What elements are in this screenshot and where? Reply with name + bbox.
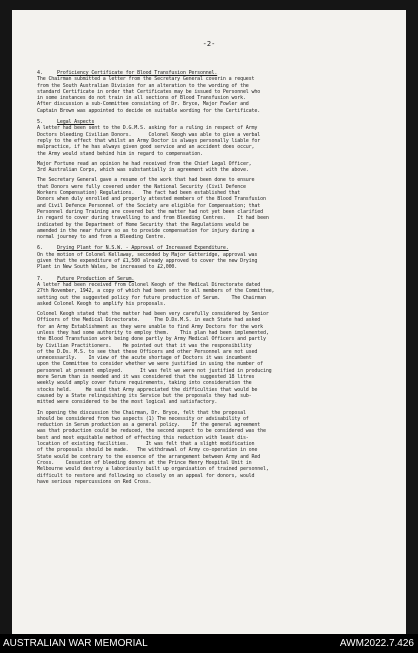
section-title: Drying Plant for N.S.W. - Approval of Increased Expenditure. bbox=[57, 245, 229, 252]
archive-reference: AWM2022.7.426 bbox=[339, 638, 414, 649]
section-2 bbox=[37, 119, 389, 240]
section-title: Proficiency Certificate for Blood Transfusion Personnel. bbox=[57, 70, 218, 76]
document-body bbox=[37, 70, 389, 490]
text-line: State would be contrary to the essence of the arrangement between Army and Red bbox=[37, 453, 261, 460]
text-line: upon the Committee to consider whether we were justified in using the number of bbox=[37, 361, 263, 368]
section-heading bbox=[37, 70, 389, 76]
text-line: and Civil Defence Personnel of the Society are eligible for Compensation; that bbox=[37, 202, 261, 209]
section-title: Legal Aspects bbox=[57, 119, 95, 126]
text-line: in regard to cover during travelling to and from Bleeding Centres. It had been bbox=[37, 215, 269, 222]
text-line: unless they had some authority to employ them. This plan had been implemented, bbox=[37, 329, 269, 336]
paragraph bbox=[37, 76, 389, 114]
text-line: Cross. Cessation of bleeding donors at the Prince Henry Hospital Unit in bbox=[37, 459, 252, 466]
paragraph bbox=[37, 311, 389, 405]
section-heading bbox=[37, 245, 389, 251]
text-line: A letter had been sent to the D.G.M.S. asking for a ruling in respect of Army bbox=[37, 125, 258, 132]
footer-bar bbox=[0, 634, 418, 653]
section-number: 4. bbox=[37, 70, 43, 76]
text-line: amended in the near future so as to provide compensation for injury during a bbox=[37, 227, 255, 234]
text-line: Donors when duly enrolled and properly attested members of the Blood Transfusion bbox=[37, 196, 266, 203]
text-line: 3rd Australian Corps, which was substantially in agreement with the above. bbox=[37, 167, 249, 174]
text-line: mitted were considered to be the most logical and satisfactory. bbox=[37, 399, 218, 406]
text-line: Captain Brown was appointed to decide on suitable wording for the Certificate. bbox=[37, 107, 261, 114]
paragraph bbox=[37, 161, 389, 174]
text-line: of the D.Ds. M.S. to see that these Officers and other Personnel are not used bbox=[37, 348, 258, 355]
text-line: In opening the discussion the Chairman, Dr. Bryce, felt that the proposal bbox=[37, 409, 246, 416]
text-line: given that the expenditure of £1,500 already approved to cover the new Drying bbox=[37, 258, 258, 265]
section-4 bbox=[37, 276, 389, 486]
text-line: the Blood Transfusion work being done partly by Army Medical Officers and partly bbox=[37, 336, 266, 343]
text-line: was that production could be reduced, the second aspect to be considered was the bbox=[37, 428, 266, 435]
section-3 bbox=[37, 245, 389, 270]
text-line: difficult to restore and following so closely on an appeal for donors, would bbox=[37, 472, 255, 479]
text-line: 27th November, 1942, a copy of which had been sent to all members of the Committee, bbox=[37, 288, 275, 295]
archive-name: AUSTRALIAN WAR MEMORIAL bbox=[3, 638, 148, 649]
text-line: reply to the effect that whilst an Army Doctor is always personally liable for bbox=[37, 137, 261, 144]
text-line: normal journey to and from a Bleeding Centre. bbox=[37, 234, 166, 241]
text-line: reduction in Serum production as a general policy. If the general agreement bbox=[37, 422, 261, 429]
section-heading bbox=[37, 119, 389, 125]
text-line: in some instances do not train in all sections of Blood Transfusion work. bbox=[37, 95, 246, 102]
text-line: that Donors were fully covered under the National Security (Civil Defence bbox=[37, 183, 246, 190]
text-line: setting out the suggested policy for future production of Serum. The Chairman bbox=[37, 294, 266, 301]
document-page bbox=[12, 10, 406, 634]
text-line: asked Colonel Keogh to amplify his proposals. bbox=[37, 300, 166, 307]
text-line: the Army would stand behind him in regard to compensation. bbox=[37, 150, 203, 157]
text-line: The Secretary General gave a resume of the work that had been done to ensure bbox=[37, 177, 255, 184]
text-line: Doctors bleeding Civilian Donors. Colonel Keogh was able to give a verbal bbox=[37, 131, 261, 138]
text-line: Melbourne would destroy a laboriously built up organisation of trained personnel, bbox=[37, 466, 269, 473]
section-number: 7. bbox=[37, 275, 43, 282]
text-line: location of existing facilities. It was felt that a slight modification bbox=[37, 441, 255, 448]
section-number: 5. bbox=[37, 119, 43, 126]
text-line: standard Certificate in order that Certificates may be issued to Personnel who bbox=[37, 88, 261, 95]
paragraph bbox=[37, 177, 389, 240]
paragraph bbox=[37, 282, 389, 307]
text-line: The Chairman submitted a letter from the Secretary General coverin a request bbox=[37, 76, 255, 83]
text-line: Plant in New South Wales, be increased to £2,000. bbox=[37, 264, 178, 271]
paragraph bbox=[37, 252, 389, 271]
text-line: Major Fortune read an opinion he had received from the Chief Legal Officer, bbox=[37, 160, 252, 167]
text-line: malpractice, if he has always given good service and an accident does occur, bbox=[37, 144, 255, 151]
text-line: caused by a State relinquishing its Service but the proposals they had sub- bbox=[37, 392, 252, 399]
section-number: 6. bbox=[37, 245, 43, 252]
text-line: Workers Compensation) Regulations. The fact had been established that bbox=[37, 190, 241, 197]
text-line: have serious repercussions on Red Cross. bbox=[37, 478, 152, 485]
section-1 bbox=[37, 70, 389, 114]
text-line: should be considered from two aspects (1) The necessity or advisability of bbox=[37, 415, 249, 422]
text-line: Officers of the Medical Directorate. The D.Ds.M.S. in each State had asked bbox=[37, 317, 261, 324]
text-line: of the proposals should be made. The withdrawal of Army co-operation in one bbox=[37, 447, 258, 454]
text-line: best and most equitable method of effecting this reduction with least dis- bbox=[37, 434, 249, 441]
text-line: A letter had been received from Colonel Keogh of the Medical Directorate dated bbox=[37, 281, 261, 288]
paragraph bbox=[37, 410, 389, 486]
text-line: indicated by the Department of Home Security that the Regulations would be bbox=[37, 221, 249, 228]
text-line: Personnel during Training are covered but the matter had not yet been clarified bbox=[37, 208, 263, 215]
text-line: stocks held. He said that Army appreciated the difficulties that would be bbox=[37, 386, 258, 393]
section-heading bbox=[37, 276, 389, 282]
text-line: more Serum than is needed and it was considered that the suggested 18 litres bbox=[37, 374, 255, 381]
text-line: from the South Australian Division for an alteration to the wording of the bbox=[37, 82, 249, 89]
text-line: personnel at present employed. It was felt we were not justified in producing bbox=[37, 367, 272, 374]
text-line: for an Army Establishment as they were unable to find Army Doctors for the work bbox=[37, 323, 263, 330]
text-line: After discussion a sub-Committee consisting of Dr. Bryce, Major Fowler and bbox=[37, 101, 249, 108]
text-line: On the motion of Colonel Kellaway, seconded by Major Gutteridge, approval was bbox=[37, 251, 258, 258]
page-number: -2- bbox=[202, 40, 216, 48]
section-title: Future Production of Serum. bbox=[57, 275, 135, 282]
text-line: Colonel Keogh stated that the matter had been very carefully considered by Senior bbox=[37, 311, 269, 318]
text-line: unnecessarily. In view of the acute shortage of Doctors it was incumbent bbox=[37, 355, 252, 362]
text-line: by Civilian Practitioners. He pointed out that it was the responsibility bbox=[37, 342, 252, 349]
paragraph bbox=[37, 125, 389, 156]
text-line: weekly would amply cover future requirements, taking into consideration the bbox=[37, 380, 252, 387]
